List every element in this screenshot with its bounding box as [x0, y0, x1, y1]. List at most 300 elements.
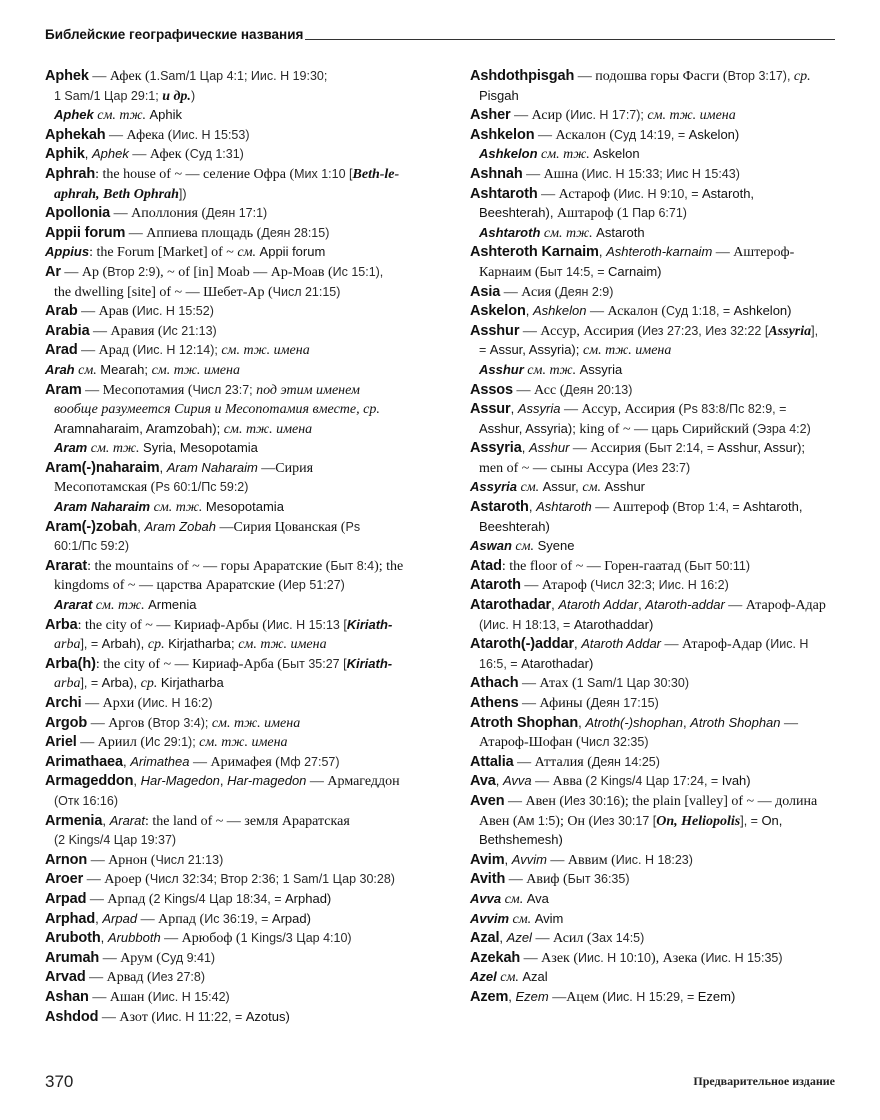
- headword: Asshur: [470, 322, 520, 339]
- cross-reference: Askelon: [593, 146, 640, 162]
- editorial-note: под этим именем: [256, 382, 360, 398]
- translation: ); the: [374, 558, 404, 574]
- entry-line: [470, 889, 875, 909]
- reference: Ам 1:5: [517, 813, 556, 828]
- translation: — Аштероф-: [712, 245, 795, 261]
- entry-line: [45, 223, 460, 243]
- translation: — Аримафея (: [189, 754, 280, 770]
- headword: Apollonia: [45, 205, 111, 222]
- translation: — Ар (: [60, 264, 108, 280]
- translation: — Аппиева площадь (: [125, 225, 262, 241]
- cross-reference: Avim: [534, 910, 564, 926]
- entry-line: [470, 380, 875, 400]
- cross-reference: ,: [133, 773, 141, 789]
- editorial-note: см. тж. имена: [199, 735, 288, 751]
- translation: ); Он (: [555, 813, 594, 829]
- reference: Мф 27:57): [279, 754, 340, 769]
- entry-line: [45, 811, 460, 831]
- variant-spelling: Ataroth-addar: [645, 597, 725, 613]
- entry-line: [470, 242, 875, 262]
- cross-reference: ,: [598, 244, 607, 260]
- variant-spelling: Atroth(-)shophan: [585, 714, 683, 730]
- translation: Атароф-Шофан (: [479, 735, 581, 751]
- editorial-note: см. тж.: [87, 441, 144, 457]
- editorial-note: см. тж.: [537, 147, 594, 163]
- cross-reference: Bethshemesh): [479, 832, 563, 848]
- translation: — Авва (: [531, 774, 591, 790]
- headword: Athens: [470, 695, 519, 711]
- variant-spelling: Avva: [503, 773, 532, 789]
- entry-line: [45, 203, 460, 223]
- headword: Asia: [470, 283, 501, 300]
- reference: Иис. Н 17:7);: [570, 108, 648, 123]
- headword: Aphrah: [45, 165, 96, 182]
- translation: — Атталия (: [513, 754, 592, 770]
- translation: —Сирия Цованская (: [216, 519, 346, 535]
- editorial-note: см. тж. имена: [582, 343, 672, 359]
- variant-spelling: Ashtaroth: [536, 499, 592, 515]
- reference: =: [479, 343, 490, 358]
- headword: Ava: [470, 773, 496, 790]
- entry-line: [470, 399, 875, 419]
- cross-reference: ,: [508, 988, 516, 1004]
- entry-line: [470, 301, 875, 321]
- translation: : the city of ~ — Кириаф-Арба (: [95, 656, 282, 672]
- entry-line: [45, 242, 460, 262]
- cross-reference: Atarothaddar): [573, 616, 654, 632]
- headword: Avith: [470, 871, 506, 888]
- cross-reference: Azotus): [245, 1008, 290, 1024]
- entry-line: [470, 497, 875, 517]
- headword: Arad: [45, 342, 78, 359]
- entry-line: [45, 125, 460, 145]
- reference: Числ 32:35): [580, 735, 649, 750]
- entry-line: [45, 909, 460, 929]
- translation: — Авен (: [504, 793, 565, 809]
- editorial-note: см. тж. имена: [221, 343, 310, 359]
- entry-line: [470, 556, 875, 576]
- translation: — Авиф (: [505, 872, 568, 888]
- reference: Иез 23:7): [636, 460, 691, 475]
- reference: 2 Kings/4 Цар 18:34, =: [153, 891, 286, 906]
- editorial-note: вообще разумеется Сирия и Месопотамия вместе, ср.: [54, 402, 380, 418]
- translation: Авен (: [479, 813, 518, 829]
- headword: Ashdothpisgah: [470, 68, 575, 84]
- entry-line: [470, 693, 875, 713]
- headword: Ariel: [45, 734, 77, 751]
- variant-spelling: Azel: [506, 930, 532, 946]
- entry-continuation-line: [45, 282, 460, 302]
- translation: — Афек (: [128, 147, 190, 163]
- cross-reference: ,: [84, 146, 93, 162]
- cross-reference: Azal: [522, 969, 548, 985]
- cross-reference: Beeshterah),: [479, 205, 558, 221]
- entry-line: [45, 380, 460, 400]
- reference: 1 Kings/3 Цар 4:10): [240, 931, 352, 946]
- variant-spelling: Aram Naharaim: [166, 459, 258, 475]
- entry-line: [45, 771, 460, 791]
- variant-spelling: Har-magedon: [227, 773, 307, 789]
- editorial-note: см.: [509, 911, 535, 927]
- reference: Числ 21:15): [272, 284, 341, 299]
- reference: 1 Sam/1 Цар 30:30): [576, 676, 689, 691]
- entry-line: [470, 164, 875, 184]
- variant-headword: Ararat: [54, 597, 93, 613]
- bracket-note: aphrah, Beth Ophrah: [54, 186, 179, 202]
- headword: Atad: [470, 557, 502, 574]
- reference: ], =: [80, 637, 102, 652]
- translation: — Арав (: [77, 304, 137, 320]
- entry-line: [45, 144, 460, 164]
- entry-line: [470, 928, 875, 948]
- reference: Суд 14:19, =: [614, 127, 689, 142]
- editorial-note: см.: [74, 362, 101, 378]
- cross-reference: ,: [137, 518, 145, 534]
- entry-line: [45, 66, 460, 86]
- cross-reference: ,: [219, 773, 228, 789]
- entry-line: [470, 673, 875, 693]
- cross-reference: Astaroth: [596, 224, 645, 240]
- reference: Эзра 4:2): [757, 421, 811, 436]
- translation: — Арюбоф (: [160, 931, 241, 947]
- variant-headword: Ashtaroth: [479, 224, 541, 240]
- cross-reference: Asshur: [604, 479, 646, 495]
- reference: Иис. Н 15:52): [136, 304, 214, 319]
- entry-line: [470, 713, 875, 733]
- headword: Ashan: [45, 988, 89, 1005]
- reference: Быт 35:27 [: [281, 656, 347, 671]
- reference: Втор 1:4, =: [677, 500, 744, 515]
- cross-reference: Ashtaroth,: [743, 499, 803, 515]
- reference: ], =: [80, 676, 102, 691]
- entry-line: [470, 948, 875, 968]
- editorial-note: см. тж. имена: [211, 715, 301, 731]
- translation: — Арнон (: [87, 852, 156, 868]
- entry-line: [470, 282, 875, 302]
- headword: Assur: [470, 401, 511, 418]
- entry-continuation-line: [45, 497, 460, 517]
- headword: Ashteroth Karnaim: [470, 244, 599, 261]
- cross-reference: Ivah): [721, 773, 751, 789]
- variant-spelling: Aphek: [92, 146, 129, 162]
- reference: Иис. Н 16:2): [142, 696, 213, 710]
- editorial-note: ср.: [147, 637, 169, 653]
- entry-continuation-line: [470, 615, 875, 635]
- editorial-note: см.: [511, 539, 538, 555]
- reference: Иис. Н 15:29, =: [607, 989, 698, 1004]
- entry-continuation-line: [45, 86, 460, 106]
- variant-spelling: Avvim: [511, 851, 547, 867]
- headword: Arabia: [45, 322, 90, 339]
- entry-continuation-line: [45, 399, 460, 419]
- entry-continuation-line: [470, 223, 875, 243]
- cross-reference: Asshur, Assur);: [717, 440, 806, 456]
- cross-reference: ,: [578, 714, 586, 730]
- variant-spelling: Arimathea: [130, 753, 190, 769]
- translation: ); the plain [valley] of ~ — долина: [620, 793, 818, 809]
- entry-continuation-line: [45, 438, 460, 458]
- variant-headword: Kiriath-: [346, 616, 393, 632]
- variant-headword: Azel: [470, 969, 497, 985]
- cross-reference: Arba),: [101, 675, 141, 691]
- reference: Быт 8:4: [330, 558, 375, 573]
- reference: Деян 14:25): [591, 754, 660, 769]
- cross-reference: ,: [95, 910, 103, 926]
- bracket-note: Beth-le-: [352, 166, 400, 182]
- entry-line: [45, 713, 460, 733]
- entry-line: [45, 732, 460, 752]
- cross-reference: ,: [528, 499, 537, 515]
- variant-headword: Aram: [54, 440, 88, 456]
- headword: Azekah: [470, 949, 521, 966]
- variant-spelling: Arubboth: [107, 930, 161, 946]
- translation: — Ассур, Ассирия (: [560, 402, 684, 418]
- cross-reference: Armenia: [148, 597, 197, 613]
- entry-line: [470, 909, 875, 929]
- translation: — Ассирия (: [569, 441, 650, 457]
- entry-line: [45, 987, 460, 1007]
- translation: — Астароф (: [537, 186, 619, 202]
- translation: — Ароер (: [83, 872, 150, 888]
- entry-continuation-line: [45, 830, 460, 850]
- reference: 2 Kings/4 Цар 17:24, =: [590, 774, 722, 789]
- entry-line: [45, 340, 460, 360]
- translation: — Месопотамия (: [81, 382, 193, 398]
- entry-line: [470, 321, 875, 341]
- headword: Assyria: [470, 440, 522, 457]
- translation: Месопотамская (: [54, 480, 156, 496]
- entry-continuation-line: [45, 595, 460, 615]
- reference: Ис 29:1);: [145, 735, 200, 750]
- entry-line: [45, 654, 460, 674]
- headword: Azal: [470, 930, 500, 947]
- translation: — Асил (: [531, 931, 592, 947]
- reference: Суд 1:18, =: [665, 304, 734, 319]
- reference: (Отк 16:16): [54, 793, 118, 808]
- headword: Aphik: [45, 146, 85, 163]
- headword: Argob: [45, 714, 88, 731]
- entry-line: [45, 967, 460, 987]
- cross-reference: ,: [682, 714, 691, 730]
- entry-line: [470, 477, 875, 497]
- entry-line: [470, 595, 875, 615]
- headword: Arnon: [45, 851, 88, 868]
- translation: Карнаим (: [479, 264, 540, 280]
- entry-continuation-line: [470, 203, 875, 223]
- entry-continuation-line: [45, 634, 460, 654]
- entry-line: [45, 164, 460, 184]
- entry-line: [45, 458, 460, 478]
- reference: Иис. Н 11:22, =: [156, 1009, 246, 1024]
- headword: Arimathaea: [45, 753, 123, 770]
- headword: Arvad: [45, 969, 86, 986]
- translation: — подошва горы Фасги (: [574, 69, 728, 84]
- headword: Azem: [470, 988, 509, 1005]
- reference: Иез 27:23, Иез 32:22 [: [642, 323, 769, 338]
- reference: Втор 3:17),: [727, 69, 794, 83]
- headword: Avim: [470, 851, 505, 868]
- cross-reference: Askelon): [688, 126, 740, 142]
- cross-reference: ,: [574, 636, 582, 652]
- translation: — Афек (: [88, 69, 150, 84]
- cross-reference: Arbah),: [101, 636, 148, 652]
- cross-reference: Assyria: [579, 361, 623, 377]
- headword: Ararat: [45, 557, 88, 574]
- headword: Arba(h): [45, 655, 96, 672]
- variant-spelling: Aram Zobah: [144, 518, 217, 534]
- headword: Astaroth: [470, 499, 529, 516]
- translation: — Арпад (: [137, 911, 205, 927]
- entry-continuation-line: [470, 458, 875, 478]
- headword: Aphek: [45, 68, 89, 84]
- reference: ): [190, 88, 196, 103]
- reference: Быт 2:14, =: [649, 441, 718, 456]
- entry-line: [45, 693, 460, 713]
- headword: Asher: [470, 107, 511, 124]
- variant-headword: Avvim: [470, 910, 510, 926]
- reference: Иис. Н 15:33; Иис Н 15:43): [586, 166, 740, 181]
- entry-line: [470, 66, 875, 86]
- reference: Числ 21:13): [155, 852, 224, 867]
- reference: Ps 83:8/Пс 82:9, =: [683, 402, 787, 417]
- editorial-note: см. тж. имена: [151, 362, 240, 378]
- entry-line: [470, 752, 875, 772]
- editorial-note: arba: [54, 676, 81, 692]
- entry-continuation-line: [45, 536, 460, 556]
- entry-continuation-line: [470, 654, 875, 674]
- cross-reference: Arphad): [285, 890, 332, 906]
- cross-reference: Beeshterah): [479, 518, 550, 534]
- entry-line: [45, 517, 460, 537]
- translation: — Аскалон (: [534, 127, 615, 143]
- cross-reference: ,: [504, 851, 512, 867]
- cross-reference: Syria, Mesopotamia: [143, 440, 258, 456]
- translation: men of ~ — сыны Ассура (: [479, 460, 637, 476]
- cross-reference: ,: [638, 597, 646, 613]
- entry-continuation-line: [470, 811, 875, 831]
- running-header: [45, 24, 835, 44]
- translation: — Асия (: [500, 284, 560, 300]
- entry-line: [45, 321, 460, 341]
- reference: Деян 28:15): [261, 225, 330, 240]
- translation: — Аравия (: [89, 323, 163, 339]
- entry-continuation-line: [45, 419, 460, 439]
- reference: Иис. Н 12:14);: [137, 343, 222, 358]
- headword: Armageddon: [45, 773, 134, 790]
- translation: — Афека (: [105, 127, 173, 143]
- entry-line: [45, 752, 460, 772]
- headword: Askelon: [470, 303, 526, 320]
- translation: kingdoms of ~ — царства Араратские (: [54, 578, 283, 594]
- translation: : the land of ~ — земля Араратская: [144, 813, 350, 829]
- entry-line: [470, 184, 875, 204]
- entry-continuation-line: [45, 477, 460, 497]
- variant-spelling: Ataroth Addar: [558, 597, 639, 613]
- reference: Зах 14:5): [591, 931, 645, 946]
- cross-reference: Syene: [537, 538, 575, 554]
- reference: Деян 17:15): [590, 696, 659, 710]
- translation: —Сирия: [257, 460, 314, 476]
- translation: —Ацем (: [548, 989, 608, 1005]
- right-column: [470, 66, 875, 1007]
- cross-reference: ,: [102, 812, 110, 828]
- headword: Attalia: [470, 753, 514, 770]
- cross-reference: Assur,: [542, 479, 583, 495]
- editorial-note: см. тж. имена: [238, 637, 327, 653]
- headword: Ar: [45, 263, 61, 280]
- cross-reference: ,: [499, 930, 507, 946]
- editorial-note: см. тж. имена: [647, 108, 736, 124]
- cross-reference: Mearah;: [100, 361, 152, 377]
- variant-spelling: Arpad: [102, 910, 138, 926]
- editorial-note: см. тж. имена: [223, 421, 313, 437]
- variant-headword: Aswan: [470, 538, 512, 554]
- cross-reference: Pisgah: [479, 87, 519, 103]
- reference: 1 Sam/1 Цар 29:1;: [54, 88, 163, 103]
- cross-reference: Asshur, Assyria);: [479, 420, 580, 436]
- headword: Arphad: [45, 910, 96, 927]
- headword: Ashkelon: [470, 126, 535, 143]
- reference: Быт 14:5, =: [539, 264, 609, 279]
- translation: —: [780, 715, 799, 731]
- entry-line: [470, 125, 875, 145]
- cross-reference: Appii forum: [259, 244, 326, 260]
- headword: Aphekah: [45, 126, 106, 143]
- cross-reference: ,: [122, 753, 131, 769]
- reference: Иис. Н 15:53): [172, 127, 250, 142]
- translation: — Аштероф (: [591, 500, 678, 516]
- cross-reference: Kirjatharba: [160, 675, 224, 691]
- entry-line: [45, 615, 460, 635]
- reference: 1 Пар 6:71): [621, 206, 687, 221]
- translation: ), ~ of [in] Moab — Ар-Моав (: [155, 264, 333, 280]
- translation: Аштароф (: [557, 206, 622, 222]
- editorial-note: arba: [54, 637, 81, 653]
- editorial-note: см.: [237, 245, 260, 261]
- variant-spelling: Ezem: [515, 988, 549, 1004]
- variant-headword: Asshur: [479, 361, 524, 377]
- translation: : the Forum [Market] of ~: [89, 245, 238, 261]
- editorial-note: см. тж.: [93, 108, 150, 124]
- cross-reference: Aphik: [149, 107, 183, 123]
- headword: Atarothadar: [470, 597, 552, 614]
- cross-reference: Carnaim): [608, 263, 662, 279]
- reference: Ис 15:1),: [332, 264, 384, 279]
- variant-spelling: Atroth Shophan: [690, 714, 781, 730]
- reference: ], =: [740, 813, 762, 828]
- reference: (2 Kings/4 Цар 19:37): [54, 833, 177, 848]
- headword: Ashnah: [470, 165, 523, 182]
- translation: : the mountains of ~ — горы Араратские (: [87, 558, 331, 574]
- variant-headword: Assyria: [470, 479, 517, 495]
- translation: — Атароф-Адар (: [661, 637, 771, 653]
- cross-reference: ,: [159, 459, 167, 475]
- entry-line: [470, 536, 875, 556]
- cross-reference: ,: [551, 597, 559, 613]
- translation: — Арпад (: [86, 891, 154, 907]
- reference: 60:1/Пс 59:2): [54, 539, 129, 554]
- translation: — Асс (: [513, 382, 565, 398]
- cross-reference: Assur, Assyria);: [489, 342, 583, 358]
- editorial-note: см. тж.: [540, 225, 597, 241]
- reference: Втор 2:9: [107, 264, 156, 279]
- entry-line: [470, 791, 875, 811]
- reference: Числ 32:3; Иис. Н 16:2): [595, 578, 729, 593]
- headword: Aven: [470, 792, 505, 809]
- translation: — Аполлония (: [110, 206, 207, 222]
- cross-reference: On,: [761, 812, 783, 828]
- reference: Ps: [345, 519, 361, 534]
